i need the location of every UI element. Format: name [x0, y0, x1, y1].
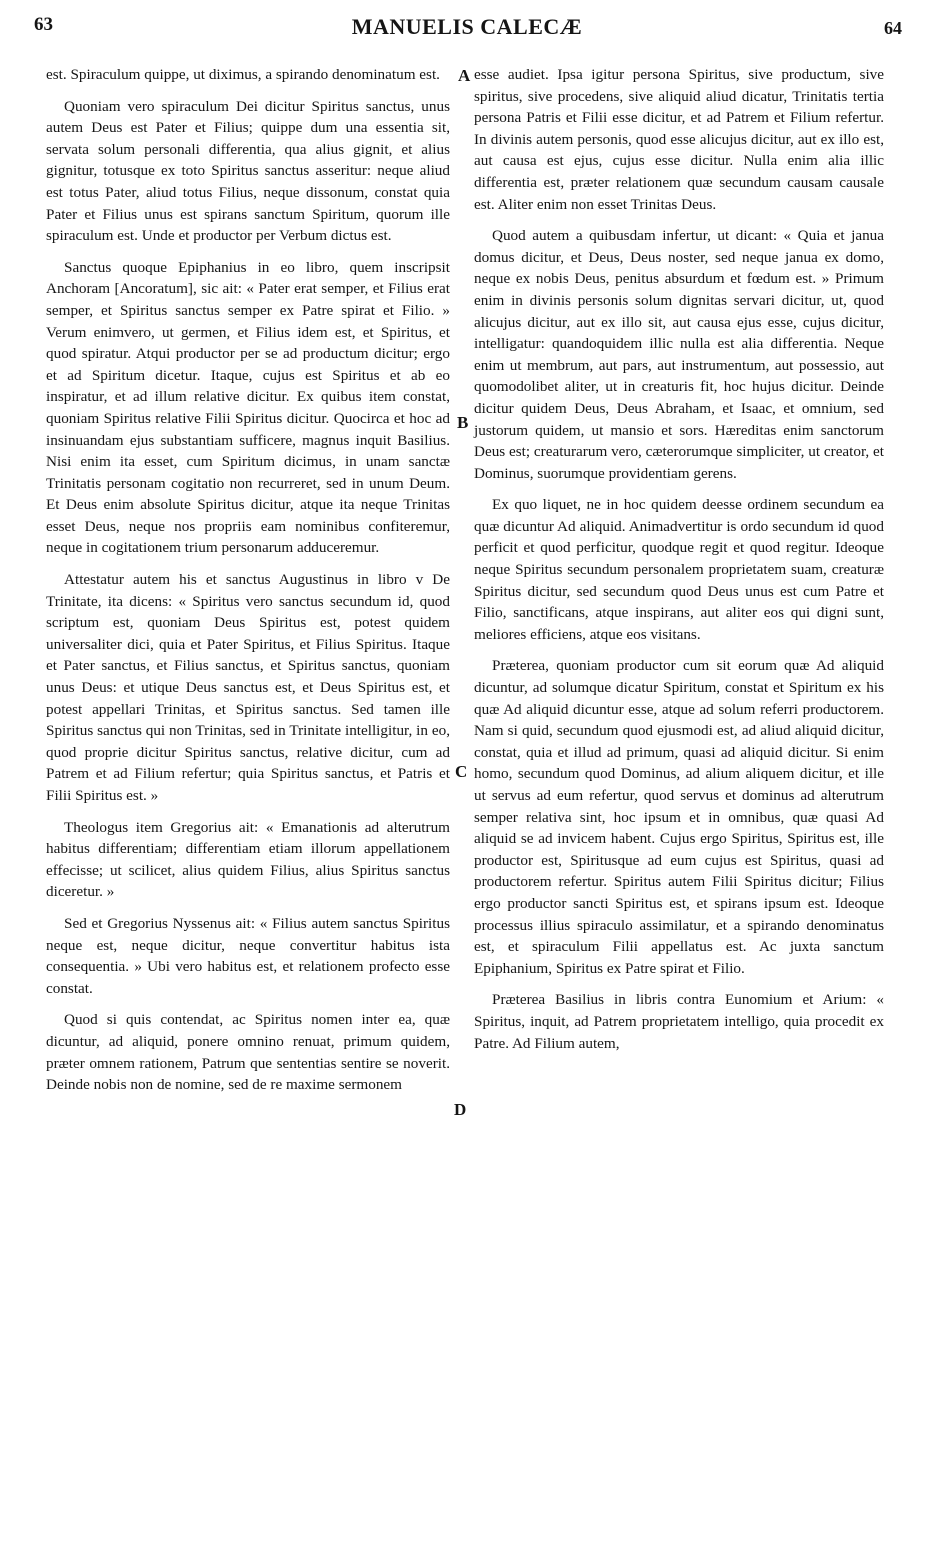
- paragraph: Quod autem a quibusdam infertur, ut dicant: « Quia et janua domus dicitur, et Deus, Deus noster, sed neque janua ex domo, neque ex nobis Deus, penitus absurdum et fœdum est. » Primum enim in divinis personis solum dignitas servari dicitur, ut, quod alicujus dicitur, aut ex illo sit, aut causa ejus esse, cujus dicitur, intelligatur: quandoquidem illic nulla est alia differentia. Neque enim ut membrum, aut pars, aut instrumentum, aut possessio, aut quomodolibet aliter, ut in creaturis fit, hoc hujus dicitur. Deinde dicitur quidem Deus, Deus Abraham, et Isaac, et omnium, sed justorum quidem, ut mansio et sors. Hæreditas enim sanctorum Deus est; creaturarum vero, cæterorumque simpliciter, ut creator, et Dominus, suorumque providentiam gerens.: [474, 227, 884, 482]
- paragraph: Sanctus quoque Epiphanius in eo libro, quem inscripsit Anchoram [Ancoratum], sic ait: « Pater erat semper, et Filius erat semper, et Spiritus sanctus semper ex Patre spirat et Filio. » Verum enimvero, ut germen, et Filius idem est, et Spiritus, et quod spiratur. Atqui productor per se ad productum dicitur; ergo et ad Spiritum dicetur. Itaque, cujus est Spiritus et ab eo inspiratur, et ad illum relative dicitur. Ex quibus item constat, quoniam Spiritus relative Filii Spiritus dicitur. Quocirca et hoc ad insinuandam ejus substantiam sufficere, magnus inquit Basilius. Nisi enim ita esset, cum Spiritum dicimus, in unam sanctæ Trinitatis personam cogitatio non recurreret, sed in unum Deum. Et Deus enim absolute Spiritus dicitur, atque ita neque Trinitas esset Deus, neque nos propriis eam nominibus confiteremur, neque in cogitationem trium personarum adduceremur.: [46, 258, 450, 557]
- paragraph: Ex quo liquet, ne in hoc quidem deesse ordinem secundum ea quæ dicuntur Ad aliquid. Animadvertitur is ordo secundum id quod perficit et quod perficitur, quodque regit et quod regitur. Ideoque neque Spiritus secundum personalem proprietatem suam, creaturæ Spiritus dicitur, sed secundum quod Deus unus est cum Patre et Filio, sanctificans, atque inspirans, aut aliter eos qui digni sunt, meliores efficiens, atque eos visitans.: [474, 496, 884, 643]
- running-head: [30, 14, 904, 54]
- paragraph: Theologus item Gregorius ait: « Emanationis ad alterutrum habitus differentiam; differentiam etiam illorum appellationem effecisse; ut scilicet, alius quidem Filius, alius Spiritus sanctus diceretur. »: [46, 818, 450, 901]
- paragraph: Præterea, quoniam productor cum sit eorum quæ Ad aliquid dicuntur, ad solumque dicatur Spiritum, constat et Spiritum ex his quæ Ad aliquid dicuntur esse, atque ad solum referri productorem. Nam si quid, secundum quod ejusmodi est, ad aliud aliquid dicitur, constat, quia et illud ad primum, quasi ad aliquid dicitur. Si enim homo, secundum quod Dominus, ad alium aliquem dicitur, et ille ut servus ad eum refertur, quod servus et dominus ad alterutrum semper relativa sint, hoc ipsum et in omnibus, quæ quasi Ad aliquid se ad invicem habent. Cujus ergo Spiritus, Spiritus est, ille productor est, Spiritusque ad eum cujus est Spiritus, quasi ad productorem refertur. Spiritus autem Filii Spiritus dicitur; Filius ergo productor sancti Spiritus est, et spirans ipsum est. Ideoque processus illius spiraculo assimilatur, et a spirando denominatus est, et spiraculum Filii appellatus est. Ac juxta sanctum Epiphanium, Spiritus ex Patre spirat et Filio.: [474, 657, 884, 977]
- running-title: MANUELIS CALECÆ: [351, 14, 583, 39]
- margin-letter-b: B: [457, 413, 469, 432]
- paragraph: Sed et Gregorius Nyssenus ait: « Filius autem sanctus Spiritus neque est, neque dicitur, neque convertitur habitus ista consequentia. » Ubi vero habitus est, et relationem profecto esse constat.: [46, 914, 450, 997]
- page-number-left: 63: [34, 14, 53, 35]
- paragraph: Quoniam vero spiraculum Dei dicitur Spiritus sanctus, unus autem Deus est Pater et Filius; quippe dum una essentia sit, servata solum personali differentia, qua alius gignit, et alius gignitur, totusque ex toto Spiritus sanctus asseritur: neque aliud est totus Pater, aliud totus Filius, neque dissonum, constat quia Pater et Filius unus est spirans sanctum Spiritum, quorum ille spiraculum est. Unde et productor per Verbum dictus est.: [46, 97, 450, 245]
- paragraph: Attestatur autem his et sanctus Augustinus in libro v De Trinitate, ita dicens: « Spiritus vero sanctus secundum id, quod scriptum est, quoniam Deus Spiritus est, potest quidem universaliter dici, quia et Pater Spiritus, et Filius Spiritus. Itaque et Pater sanctus, et Filius sanctus, et Spiritus sanctus, quoniam unus Deus: et utique Deus sanctus est, et Deus Spiritus est, et potest appellari Trinitas, et Spiritus sanctus. Sed tamen ille Spiritus sanctus qui non Trinitas, sed in Trinitate intelligitur, in eo, quod proprie dicitur Spiritus sanctus, relative dicitur, cum ad Patrem et ad Filium refertur; quia Spiritus sanctus, et Patris et Filii Spiritus est. »: [46, 571, 450, 804]
- margin-letter-d: D: [454, 1100, 467, 1119]
- paragraph: Quod si quis contendat, ac Spiritus nomen inter ea, quæ dicuntur, ad aliquid, ponere omnino renuat, primum quidem, præter omnem rationem, Patrum que sententias sentire se noverit. Deinde nobis non de nomine, sed de re maxime sermonem: [46, 1011, 450, 1094]
- page-number-right: 64: [884, 18, 902, 38]
- margin-letter-a: A: [458, 66, 471, 85]
- margin-letter-c: C: [455, 762, 468, 781]
- paragraph: Præterea Basilius in libris contra Eunomium et Arium: « Spiritus, inquit, ad Patrem proprietatem intelligo, quia procedit ex Patre. Ad Filium autem,: [474, 991, 884, 1052]
- right-column: [474, 64, 884, 1064]
- left-column: [46, 64, 450, 1106]
- paragraph: esse audiet. Ipsa igitur persona Spiritus, sive productum, sive spiritus, sive procedens, sive aliquid aliud dicatur, Trinitatis tertia persona Patris et Filii esse dicitur, et ad Patrem et Filium refertur. In divinis autem personis, quod esse alicujus dicitur, aut ex illo est, aut causa est ejus, cujus esse dicitur. Nulla enim alia illic differentia est, præter relationem quæ secundum causam causale est. Aliter enim non esset Trinitas Deus.: [474, 66, 884, 213]
- paragraph: est. Spiraculum quippe, ut diximus, a spirando denominatum est.: [46, 66, 440, 83]
